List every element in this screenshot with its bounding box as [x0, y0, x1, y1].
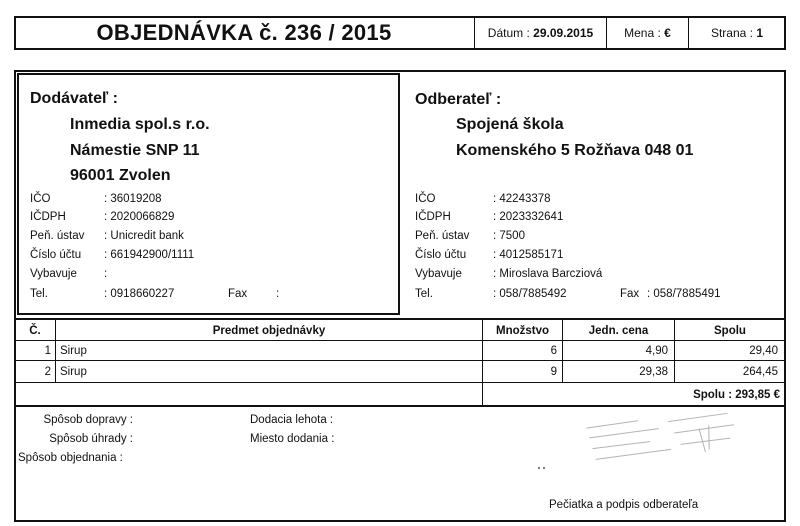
customer-name: Spojená škola: [456, 116, 564, 133]
supplier-field: [30, 288, 390, 304]
supplier-field-label: Tel.: [30, 288, 48, 300]
supplier-field-value: :: [104, 268, 108, 280]
supplier-field-label: Číslo účtu: [30, 249, 82, 261]
customer-field-label: Vybavuje: [415, 268, 462, 280]
order-method-label: Spôsob objednania :: [18, 452, 123, 464]
date-label: Dátum :: [487, 26, 530, 40]
date-cell: [475, 18, 606, 48]
supplier-name: Inmedia spol.s r.o.: [70, 116, 210, 133]
currency-cell: [607, 18, 688, 48]
supplier-field-value: : 2020066829: [104, 211, 175, 223]
row-qty: 9: [550, 366, 557, 378]
row-unit-price: 4,90: [645, 345, 668, 357]
row-no: 2: [44, 366, 51, 378]
table-row-border: [15, 360, 785, 361]
table-row-border: [15, 382, 785, 383]
table-row: [15, 342, 785, 360]
supplier-field-value: : 661942900/1111: [104, 249, 195, 261]
customer-field-label: IČO: [415, 193, 436, 205]
stamp-dots: [537, 458, 547, 464]
col-header-total: Spolu: [714, 325, 746, 337]
row-item: Sirup: [60, 366, 87, 378]
date-value: 29.09.2015: [533, 26, 594, 40]
customer-field: [415, 230, 780, 246]
supplier-fields: [30, 193, 390, 308]
customer-heading: Odberateľ :: [415, 91, 502, 108]
table-header-border: [15, 340, 785, 341]
supplier-field-label: Vybavuje: [30, 268, 77, 280]
row-total: 29,40: [749, 345, 778, 357]
supplier-field: [30, 249, 390, 265]
customer-fax-label: Fax: [620, 288, 640, 300]
supplier-field-value: : 36019208: [104, 193, 162, 205]
col-header-item: Predmet objednávky: [212, 325, 326, 337]
row-no: 1: [44, 345, 51, 357]
customer-field: [415, 249, 780, 265]
page-cell: [689, 18, 785, 48]
customer-field-label: Číslo účtu: [415, 249, 467, 261]
dots-icon: [537, 465, 547, 471]
table-bottom-border: [15, 405, 785, 407]
delivery-place-label: Miesto dodania :: [250, 433, 335, 445]
customer-field-value: : 42243378: [493, 193, 551, 205]
document-title: OBJEDNÁVKA č. 236 / 2015: [96, 20, 392, 45]
customer-street: Komenského 5 Rožňava 048 01: [456, 142, 694, 159]
supplier-fax-value: :: [276, 288, 280, 300]
customer-field-value: : 7500: [493, 230, 525, 242]
customer-field: [415, 211, 780, 227]
customer-field: [415, 193, 780, 209]
col-header-no: Č.: [29, 325, 41, 337]
customer-fax-value: : 058/7885491: [647, 288, 721, 300]
customer-field-label: Peň. ústav: [415, 230, 470, 242]
supplier-field-label: IČDPH: [30, 211, 66, 223]
sum-label: Spolu :: [693, 389, 733, 401]
customer-field-value: : 2023332641: [493, 211, 564, 223]
supplier-street: Námestie SNP 11: [70, 142, 200, 159]
row-total: 264,45: [742, 366, 778, 378]
customer-field-label: IČDPH: [415, 211, 451, 223]
customer-fields: [415, 193, 780, 308]
supplier-field-label: IČO: [30, 193, 51, 205]
customer-field-label: Tel.: [415, 288, 433, 300]
customer-field: [415, 268, 780, 284]
customer-field-value: : 058/7885492: [493, 288, 567, 300]
supplier-field: [30, 211, 390, 227]
supplier-city: 96001 Zvolen: [70, 167, 171, 184]
page-value: 1: [756, 26, 764, 40]
transport-label: Spôsob dopravy :: [43, 414, 133, 426]
supplier-heading: Dodávateľ :: [30, 90, 118, 107]
customer-field-value: : 4012585171: [493, 249, 564, 261]
delivery-term-label: Dodacia lehota :: [250, 414, 334, 426]
currency-value: €: [664, 26, 671, 40]
customer-field: [415, 288, 780, 304]
payment-label: Spôsob úhrady :: [49, 433, 133, 445]
order-sum: [560, 387, 780, 403]
supplier-field-value: : Unicredit bank: [104, 230, 184, 242]
row-unit-price: 29,38: [639, 366, 668, 378]
page-label: Strana :: [710, 26, 753, 40]
col-header-unit-price: Jedn. cena: [588, 325, 649, 337]
supplier-field: [30, 193, 390, 209]
currency-label: Mena :: [624, 26, 661, 40]
signature-label: Pečiatka a podpis odberateľa: [549, 499, 699, 511]
table-top-border: [15, 318, 785, 320]
supplier-field: [30, 230, 390, 246]
customer-field-value: : Miroslava Barcziová: [493, 268, 603, 280]
supplier-field: [30, 268, 390, 284]
sum-value: 293,85 €: [735, 389, 780, 401]
col-header-qty: Množstvo: [495, 325, 550, 337]
supplier-fax-label: Fax: [228, 288, 248, 300]
row-item: Sirup: [60, 345, 87, 357]
row-qty: 6: [550, 345, 557, 357]
supplier-field-value: : 0918660227: [104, 288, 175, 300]
supplier-field-label: Peň. ústav: [30, 230, 85, 242]
table-row: [15, 363, 785, 381]
